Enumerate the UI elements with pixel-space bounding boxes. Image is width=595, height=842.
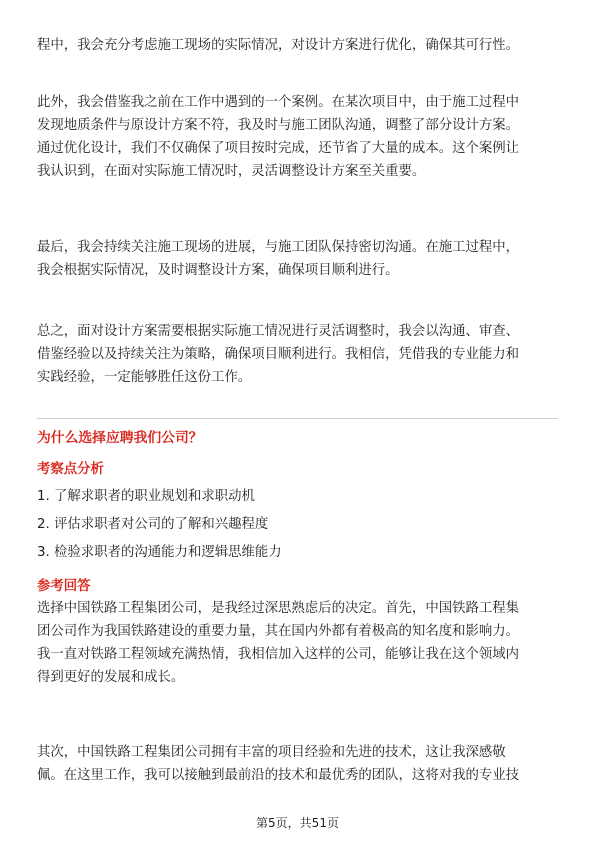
text-line: 团公司作为我国铁路建设的重要力量，其在国内外都有着极高的知名度和影响力。 — [37, 624, 520, 639]
section-divider — [37, 418, 558, 419]
paragraph-summary — [37, 320, 562, 389]
text-line: 实践经验，一定能够胜任这份工作。 — [37, 370, 252, 385]
text-line: 其次，中国铁路工程集团公司拥有丰富的项目经验和先进的技术，这让我深感敬 — [37, 745, 506, 760]
text-line: 通过优化设计，我们不仅确保了项目按时完成，还节省了大量的成本。这个案例让 — [37, 141, 520, 156]
paragraph-case-example — [37, 91, 562, 183]
text-line: 选择中国铁路工程集团公司，是我经过深思熟虑后的决定。首先，中国铁路工程集 — [37, 601, 520, 616]
text-line: 程中，我会充分考虑施工现场的实际情况，对设计方案进行优化，确保其可行性。 — [37, 38, 520, 53]
text-line: 佩。在这里工作，我可以接触到最前沿的技术和最优秀的团队，这将对我的专业技 — [37, 768, 520, 783]
answer-paragraph-second — [37, 741, 562, 787]
text-line: 我会根据实际情况，及时调整设计方案，确保项目顺利进行。 — [37, 263, 399, 278]
text-line: 发现地质条件与原设计方案不符，我及时与施工团队沟通，调整了部分设计方案。 — [37, 118, 520, 133]
answer-paragraph-first — [37, 597, 562, 689]
analysis-item: 2. 评估求职者对公司的了解和兴趣程度 — [37, 517, 269, 532]
page-number: 第5页，共51页 — [256, 816, 339, 830]
analysis-item: 1. 了解求职者的职业规划和求职动机 — [37, 489, 255, 504]
question-title: 为什么选择应聘我们公司？ — [37, 430, 203, 446]
text-line: 借鉴经验以及持续关注为策略，确保项目顺利进行。我相信，凭借我的专业能力和 — [37, 347, 520, 362]
answer-heading: 参考回答 — [37, 579, 91, 594]
paragraph-continuation — [37, 34, 562, 57]
text-line: 我一直对铁路工程领域充满热情，我相信加入这样的公司，能够让我在这个领域内 — [37, 647, 520, 662]
text-line: 最后，我会持续关注施工现场的进展，与施工团队保持密切沟通。在施工过程中， — [37, 240, 520, 255]
analysis-item: 3. 检验求职者的沟通能力和逻辑思维能力 — [37, 545, 282, 560]
analysis-heading: 考察点分析 — [37, 462, 104, 477]
text-line: 此外，我会借鉴我之前在工作中遇到的一个案例。在某次项目中，由于施工过程中 — [37, 95, 520, 110]
text-line: 总之，面对设计方案需要根据实际施工情况进行灵活调整时，我会以沟通、审查、 — [37, 324, 520, 339]
text-line: 得到更好的发展和成长。 — [37, 670, 185, 685]
text-line: 我认识到，在面对实际施工情况时，灵活调整设计方案至关重要。 — [37, 164, 426, 179]
paragraph-finally — [37, 236, 562, 282]
